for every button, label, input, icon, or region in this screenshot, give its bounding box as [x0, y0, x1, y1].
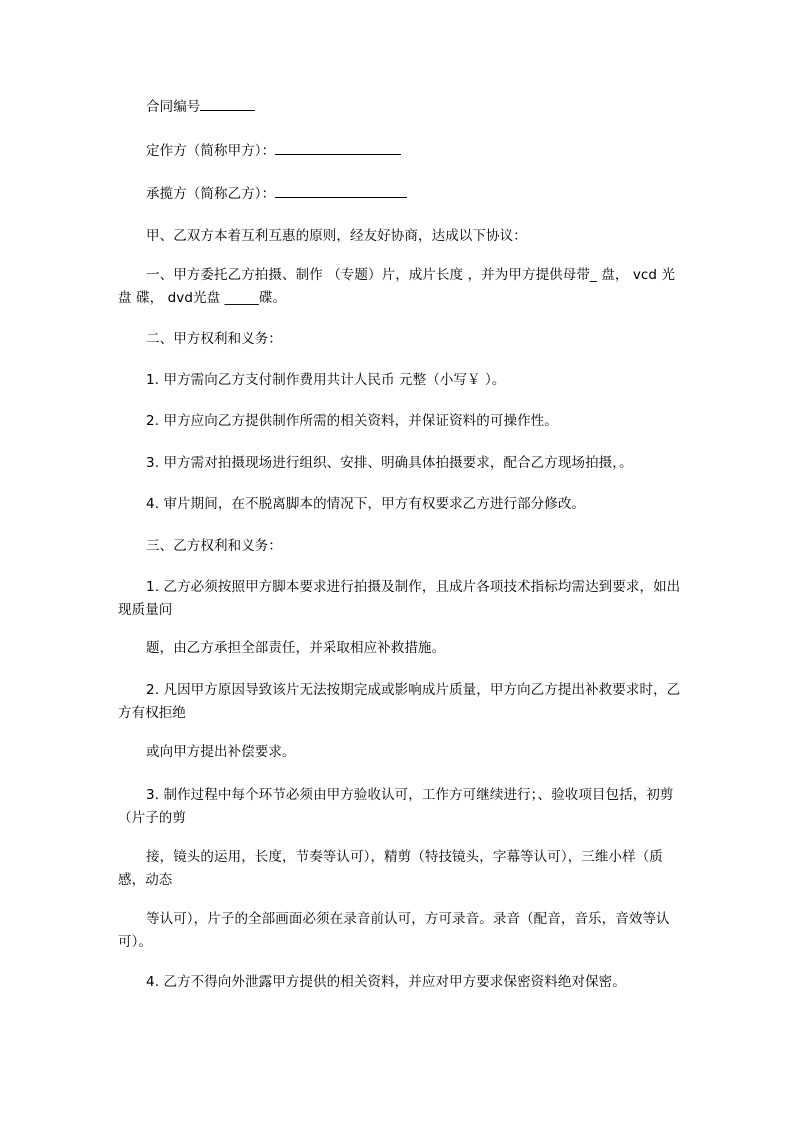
contract-number-line: [118, 96, 684, 119]
s3-item-1-part-a: 1. 乙方必须按照甲方脚本要求进行拍摄及制作，且成片各项技术指标均需达到要求，如出现质量问: [118, 579, 681, 618]
contract-number-blank: [200, 96, 255, 111]
s3-item-2-part-b: 或向甲方提出补偿要求。: [146, 744, 296, 760]
s3-item-1-part-b: 题，由乙方承担全部责任，并采取相应补救措施。: [146, 640, 446, 656]
contract-number-label: 合同编号: [146, 99, 201, 115]
s3-item-4: 4. 乙方不得向外泄露甲方提供的相关资料，并应对甲方要求保密资料绝对保密。: [146, 974, 626, 990]
party-b-label: 承揽方（简称乙方）：: [146, 186, 276, 202]
clause-1: 一、甲方委托乙方拍摄、制作 （专题）片，成片长度 ，并为甲方提供母带_ 盘， vcd 光盘 碟， dvd光盘 _____碟。: [118, 267, 676, 306]
s2-item-1: 1. 甲方需向乙方支付制作费用共计人民币 元整（小写￥ ）。: [146, 372, 506, 388]
s2-item-4: 4. 审片期间，在不脱离脚本的情况下，甲方有权要求乙方进行部分修改。: [146, 496, 586, 512]
party-a-label: 定作方（简称甲方）：: [146, 143, 276, 159]
party-a-line: [118, 140, 684, 163]
party-a-blank: [275, 140, 401, 155]
section-3-title: 三、乙方权利和义务：: [146, 538, 282, 554]
party-b-blank: [275, 183, 407, 198]
s3-item-2-part-a: 2. 凡因甲方原因导致该片无法按期完成或影响成片质量，甲方向乙方提出补救要求时，乙方有权拒绝: [118, 682, 681, 721]
s2-item-3: 3. 甲方需对拍摄现场进行组织、安排、明确具体拍摄要求，配合乙方现场拍摄，。: [146, 455, 633, 471]
section-2-title: 二、甲方权利和义务：: [146, 331, 282, 347]
party-b-line: [118, 183, 684, 206]
s3-item-3-part-b: 接，镜头的运用，长度，节奏等认可），精剪（特技镜头，字幕等认可），三维小样（质感，动态: [118, 849, 663, 888]
intro-paragraph: 甲、乙双方本着互利互惠的原则，经友好协商，达成以下协议：: [146, 228, 527, 244]
s3-item-3-part-c: 等认可），片子的全部画面必须在录音前认可，方可录音。录音（配音，音乐，音效等认可）。: [118, 911, 670, 950]
s2-item-2: 2. 甲方应向乙方提供制作所需的相关资料，并保证资料的可操作性。: [146, 413, 558, 429]
s3-item-3-part-a: 3. 制作过程中每个环节必须由甲方验收认可，工作方可继续进行；、验收项目包括，初剪（片子的剪: [118, 787, 674, 826]
